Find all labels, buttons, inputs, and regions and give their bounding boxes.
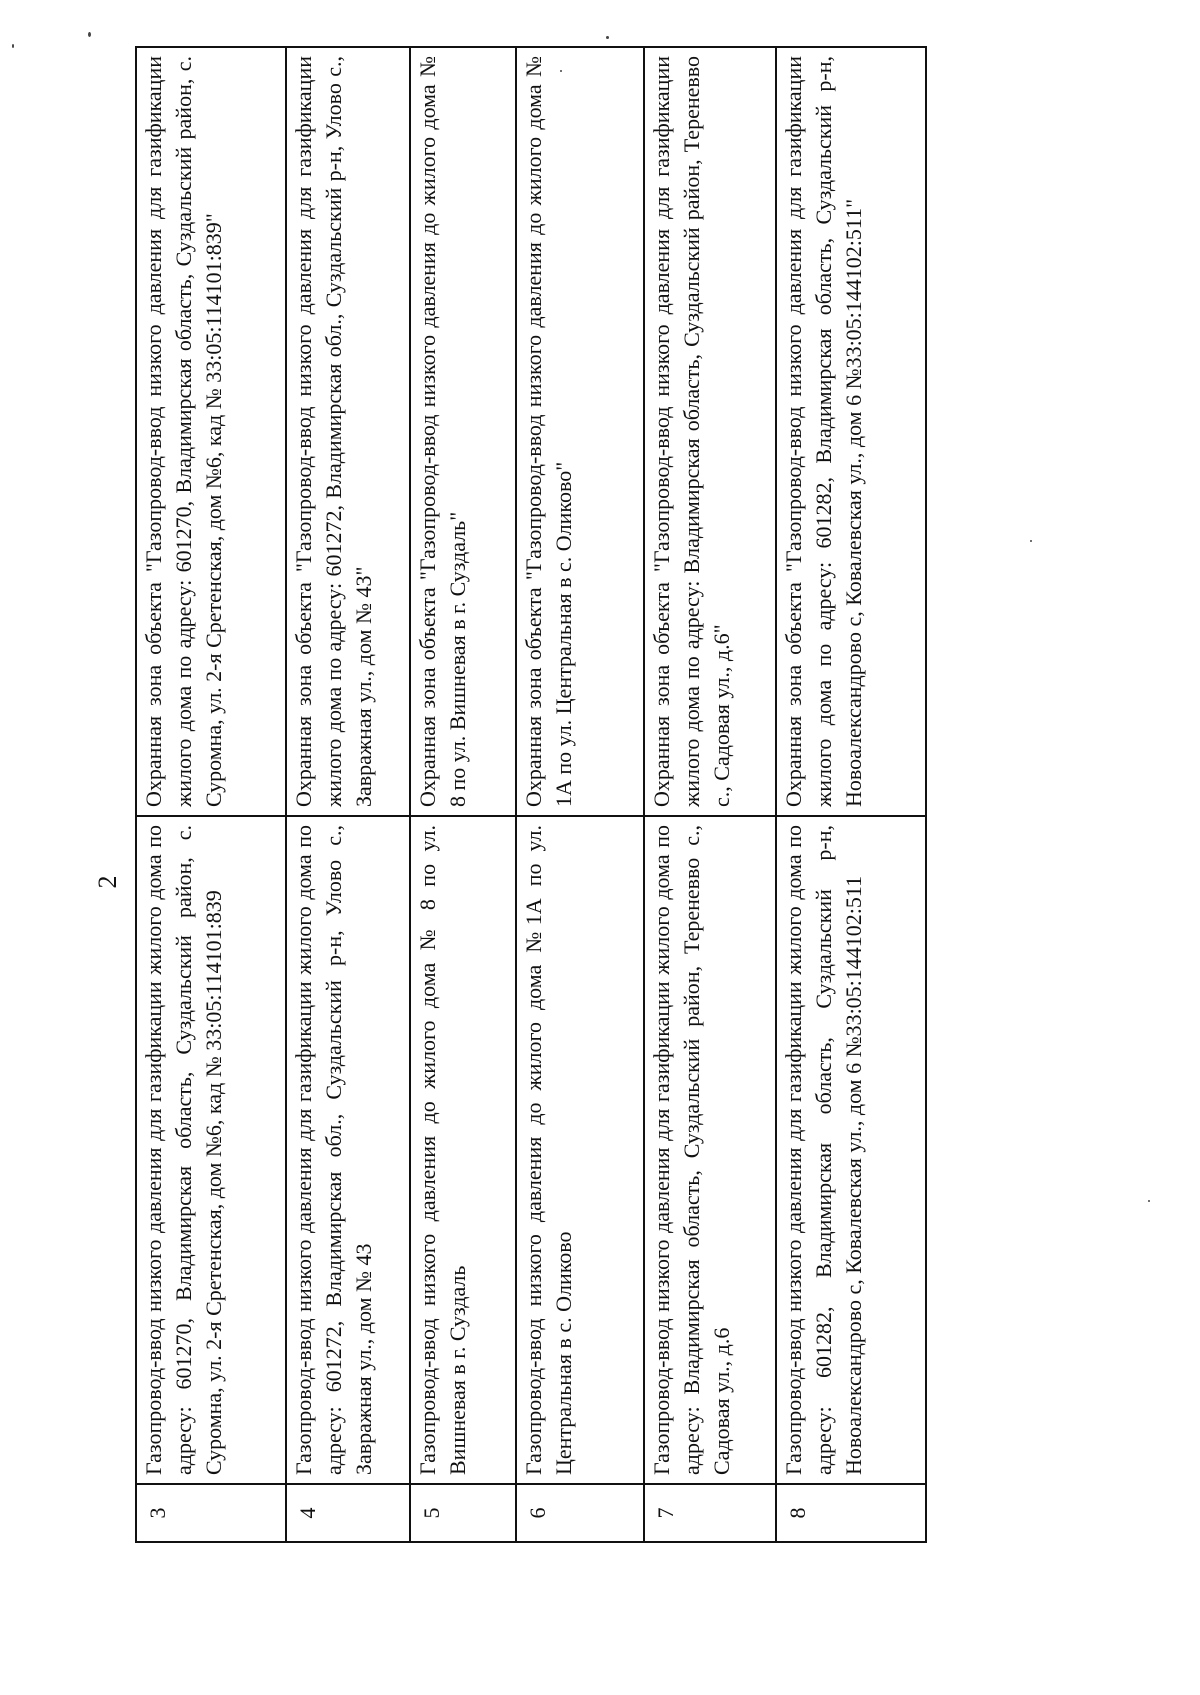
- gas-pipeline-table: [135, 46, 927, 1543]
- table-row: [516, 47, 644, 1542]
- protection-zone-description: Охранная зона объекта "Газопровод-ввод низкого давления для газификации жилого дома по адресу: 601272, Владимирская обл., Суздальский р-н, Улово с., Завражная ул., дом № 43": [286, 47, 410, 816]
- table-row: [410, 47, 516, 1542]
- scan-speck: [1148, 1200, 1150, 1202]
- protection-zone-description: Охранная зона объекта "Газопровод-ввод низкого давления для газификации жилого дома по адресу: 601270, Владимирская область, Суздальский район, с. Суромна, ул. 2-я Сретенская, дом №6, кад № 33:05:114101:839": [136, 47, 286, 816]
- object-description: Газопровод-ввод низкого давления для газификации жилого дома по адресу: 601270, Владимирская область, Суздальский район, с. Суромна, ул. 2-я Сретенская, дом №6, кад № 33:05:114101:839: [136, 816, 286, 1484]
- object-description: Газопровод-ввод низкого давления до жилого дома № 8 по ул. Вишневая в г. Суздаль: [410, 816, 516, 1484]
- rotated-table-wrapper: [135, 48, 925, 1543]
- row-number: 8: [776, 1484, 926, 1542]
- scan-speck: [606, 36, 609, 39]
- scan-speck: [1030, 540, 1032, 542]
- page-number: 2: [93, 875, 122, 889]
- scan-speck: [88, 32, 91, 37]
- object-description: Газопровод-ввод низкого давления для газификации жилого дома по адресу: 601282, Владимирская область, Суздальский р-н, Новоалександрово с, Ковалевская ул., дом 6 №33:05:144102:511: [776, 816, 926, 1484]
- protection-zone-description: Охранная зона объекта "Газопровод-ввод низкого давления до жилого дома № 8 по ул. Вишневая в г. Суздаль": [410, 47, 516, 816]
- table-row: [644, 47, 776, 1542]
- row-number: 4: [286, 1484, 410, 1542]
- row-number: 5: [410, 1484, 516, 1542]
- scan-speck: [560, 70, 562, 72]
- row-number: 6: [516, 1484, 644, 1542]
- protection-zone-description: Охранная зона объекта "Газопровод-ввод низкого давления до жилого дома № 1А по ул. Центральная в с. Оликово": [516, 47, 644, 816]
- protection-zone-description: Охранная зона объекта "Газопровод-ввод низкого давления для газификации жилого дома по адресу: Владимирская область, Суздальский район, Тереневво с., Садовая ул., д.6": [644, 47, 776, 816]
- table-row: [286, 47, 410, 1542]
- object-description: Газопровод-ввод низкого давления до жилого дома №1А по ул. Центральная в с. Оликово: [516, 816, 644, 1484]
- scan-speck: [12, 44, 14, 48]
- table-row: [776, 47, 926, 1542]
- object-description: Газопровод-ввод низкого давления для газификации жилого дома по адресу: Владимирская область, Суздальский район, Тереневво с., Садовая ул., д.6: [644, 816, 776, 1484]
- protection-zone-description: Охранная зона объекта "Газопровод-ввод низкого давления для газификации жилого дома по адресу: 601282, Владимирская область, Суздальский р-н, Новоалександрово с, Ковалевская ул., дом 6 №33:05:144102:511": [776, 47, 926, 816]
- table-row: [136, 47, 286, 1542]
- object-description: Газопровод-ввод низкого давления для газификации жилого дома по адресу: 601272, Владимирская обл., Суздальский р-н, Улово с., Завражная ул., дом № 43: [286, 816, 410, 1484]
- row-number: 3: [136, 1484, 286, 1542]
- row-number: 7: [644, 1484, 776, 1542]
